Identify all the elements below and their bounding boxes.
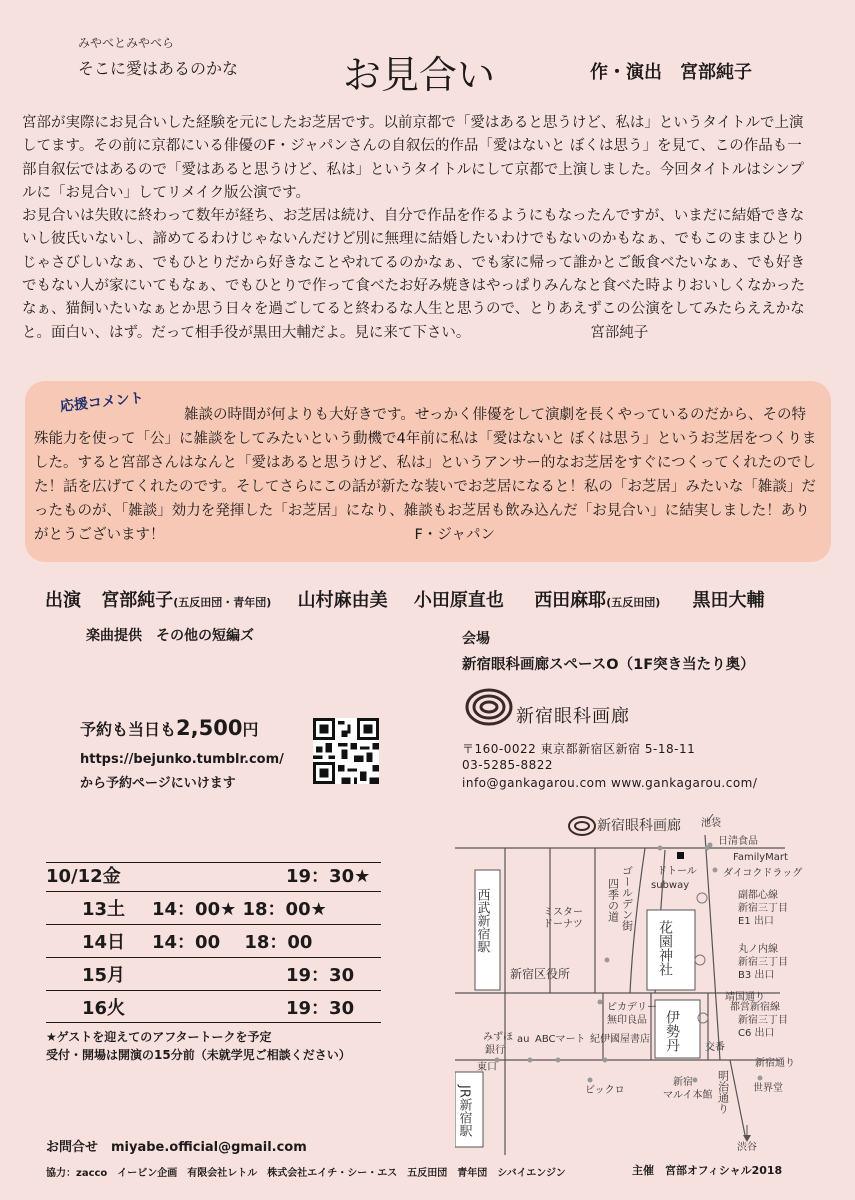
- map-label-sekaido: 世界堂: [753, 1083, 783, 1094]
- map-label-higashiguchi: 東口: [477, 1062, 497, 1073]
- sponsor: 主催 宮部オフィシャル2018: [632, 1164, 783, 1177]
- cast-member: 黒田大輔: [692, 590, 765, 611]
- map-label-fukutoshin: 副都心線: [738, 890, 778, 901]
- schedule-row: [82, 928, 312, 954]
- map-label-marunouchi: 丸ノ内線: [738, 944, 778, 955]
- schedule-row: [82, 895, 327, 921]
- schedule-times: 19：30: [286, 965, 355, 986]
- map-label-mizuho: 銀行: [485, 1045, 505, 1056]
- schedule-divider: [46, 1022, 381, 1023]
- map-label-golden: ゴールデン街: [620, 865, 634, 931]
- gallery-logo-icon: [464, 686, 514, 728]
- cast-row: [45, 586, 765, 612]
- schedule-times: 19：30: [286, 998, 355, 1019]
- cast-member: 宮部純子: [101, 590, 174, 611]
- map-label-nisshin: 日清食品: [718, 836, 758, 847]
- cooperation-credits: 協力：zacco イービン企画 有限会社レトル 株式会社エイチ・シー・エス 五反田団 青年団 シバイエンジン: [46, 1168, 566, 1179]
- booking-url-note: から予約ページにいけます: [80, 776, 236, 791]
- map-label-toei: C6 出口: [738, 1028, 775, 1039]
- price-value: 2,500: [176, 716, 243, 740]
- map-label-seibu: 西武新宿駅: [474, 888, 490, 953]
- map-label-marunouchi: 新宿三丁目: [738, 957, 788, 968]
- schedule-date: 10/12金: [46, 866, 121, 887]
- schedule-times: 14：00★ 18：00★: [152, 899, 327, 920]
- schedule-row: [46, 862, 370, 888]
- price-prefix: 予約も当日も: [80, 720, 177, 739]
- page-title: お見合い: [343, 53, 496, 97]
- map-label-koban: 交番: [705, 1042, 725, 1053]
- schedule-divider: [46, 957, 381, 958]
- map-logo-text: 新宿眼科画廊: [597, 818, 681, 834]
- map-label-muji: 無印良品: [607, 1015, 647, 1026]
- map-label-abc: ABCマート: [535, 1034, 586, 1045]
- map-label-mizuho: みずほ: [483, 1032, 513, 1043]
- map-label-misdo: ミスター: [543, 907, 583, 918]
- venue-label: 会場: [462, 631, 490, 647]
- ticket-price: [80, 716, 258, 740]
- comment-signature: F・ジャパン: [414, 527, 496, 543]
- map-label-au: au: [517, 1034, 530, 1045]
- venue-phone: 03-5285-8822: [462, 758, 554, 772]
- schedule-times: 19：30★: [286, 866, 371, 887]
- map-label-marui: マルイ本館: [663, 1090, 713, 1101]
- map-label-ikebukuro: 池袋: [701, 818, 721, 829]
- open-note: 受付・開場は開演の15分前（未就学児ご相談ください）: [46, 1048, 351, 1062]
- comment-label: 応援コメント: [59, 390, 145, 415]
- map-label-doutor: ドトール: [657, 866, 697, 877]
- map-label-daikoku: ダイコクドラッグ: [723, 868, 803, 879]
- map-label-fukutoshin: 新宿三丁目: [738, 903, 788, 914]
- map-label-marunouchi: B3 出口: [738, 970, 775, 981]
- guest-note: ★ゲストを迎えてのアフタートークを予定: [46, 1030, 272, 1044]
- map-label-toei: 新宿三丁目: [738, 1015, 788, 1026]
- schedule-date: 15月: [82, 965, 126, 986]
- map-label-yasukuni: 靖国通り: [725, 992, 765, 1003]
- subtitle: そこに愛はあるのかな: [78, 59, 239, 78]
- qr-code-icon[interactable]: [313, 718, 379, 784]
- schedule-divider: [46, 891, 381, 892]
- map-label-piccadilly: ピカデリー: [607, 1002, 657, 1013]
- schedule-row: [82, 994, 354, 1020]
- map-label-shibuya: 渋谷: [737, 1142, 757, 1153]
- schedule-divider: [46, 990, 381, 991]
- map-label-marui: 新宿: [673, 1077, 693, 1088]
- map-label-toei: 都営新宿線: [730, 1002, 780, 1013]
- schedule-row: [82, 961, 354, 987]
- map-label-shinjukudori: 新宿通り: [755, 1058, 795, 1069]
- intro-signature: 宮部純子: [590, 324, 649, 341]
- gallery-logo-text: 新宿眼科画廊: [516, 706, 630, 727]
- schedule-date: 16火: [82, 998, 126, 1019]
- map-label-hanazono: 花園神社: [657, 920, 673, 976]
- map-label-isetan: 伊勢丹: [664, 1010, 680, 1052]
- booking-url[interactable]: https://bejunko.tumblr.com/: [80, 752, 284, 767]
- price-suffix: 円: [242, 720, 259, 739]
- cast-member: 西田麻耶: [534, 590, 607, 611]
- comment-text: [34, 403, 820, 547]
- schedule-date: 14日: [82, 932, 126, 953]
- venue-name: 新宿眼科画廊スペースO（1F突き当たり奥）: [462, 657, 755, 673]
- comment-body: 雑談の時間が何よりも大好きです。せっかく俳優をして演劇を長くやっているのだから、その特殊能力を使って「公」に雑談をしてみたいという動機で4年前に私は「愛はないと ぼくは思う」というお芝居をつくりました。すると宮部さんはなんと「愛はあると思うけど、私は」というアンサー的なお芝居をすぐにつくってくれたのでした！話を広げてくれたのです。そしてさらにこの話が新たな装いでお芝居になると！私の「お芝居」みたいな「雑談」だったものが、「雑談」効力を発揮した「お芝居」になり、雑談もお芝居も飲み込んだ「お見合い」に結実しました！ありがとうございます！: [34, 407, 817, 543]
- gallery-marker-icon: [677, 852, 684, 859]
- map-label-shiki: 四季の道: [606, 878, 620, 922]
- map-label-familymart: FamilyMart: [733, 852, 788, 863]
- kana-subtitle: みやべとみやべら: [78, 36, 175, 50]
- intro-paragraph: 宮部が実際にお見合いした経験を元にしたお芝居です。以前京都で「愛はあると思うけど、私は」というタイトルで上演してます。その前に京都にいる俳優のF・ジャパンさんの自叙伝的作品「愛はないと ぼくは思う」を見て、この作品も一部自叙伝ではあるので「愛はあると思うけど、私は」というタイトルにして京都で上演しました。今回タイトルはシンプルに「お見合い」してリメイク版公演です。: [22, 115, 805, 201]
- intro-text: [22, 112, 812, 345]
- contact-email[interactable]: お問合せ miyabe.official@gmail.com: [46, 1140, 307, 1155]
- venue-web: info@gankagarou.com www.gankagarou.com/: [462, 776, 758, 790]
- map-label-jr: JR新宿駅: [456, 1085, 472, 1137]
- credit: 作・演出 宮部純子: [590, 62, 752, 83]
- map-label-misdo: ドーナツ: [543, 919, 583, 930]
- cast-note: (五反田団・青年団): [173, 596, 272, 609]
- cast-label: 出演: [45, 590, 81, 611]
- map-logo-icon: [569, 817, 595, 835]
- cast-member: 山村麻由美: [297, 590, 388, 611]
- venue-address: 〒160-0022 東京都新宿区新宿 5-18-11: [462, 742, 696, 756]
- map-label-bic: ビックロ: [585, 1085, 625, 1096]
- map-label-kuyakusho: 新宿区役所: [510, 967, 571, 981]
- map-label-meiji: 明治通り: [716, 1070, 730, 1114]
- map-label-kinokuniya: 紀伊國屋書店: [590, 1034, 650, 1045]
- schedule-date: 13土: [82, 899, 126, 920]
- intro-paragraph-text: お見合いは失敗に終わって数年が経ち、お芝居は続け、自分で作品を作るようにもなったんですが、いまだに結婚できないし彼氏いないし、諦めてるわけじゃないんだけど別に無理に結婚したいわけでもないのかもなぁ、でもこのままひとりじゃさびしいなぁ、でもひとりだから好きなことやれてるのかなぁ、でも家に帰って誰かとご飯食べたいなぁ、でも好きでもない人が家にいてもなぁ、でもひとりで作って食べたお好み焼きはやっぱりみんなと食べた時よりおいしくなかったなぁ、猫飼いたいなぁとか思う日々を過ごしてると終わるな人生と思うので、とりあえずこの公演をしてみたらええかなと。面白い、はず。だって相手役が黒田大輔だよ。見に来て下さい。: [22, 208, 805, 341]
- music-credit: 楽曲提供 その他の短編ズ: [86, 628, 254, 644]
- schedule-divider: [46, 924, 381, 925]
- intro-paragraph: [22, 205, 812, 345]
- schedule-times: 14：00 18：00: [152, 932, 313, 953]
- map-label-fukutoshin: E1 出口: [738, 916, 774, 927]
- access-map: [455, 810, 835, 1155]
- cast-member: 小田原直也: [413, 590, 504, 611]
- map-label-subway: subway: [651, 880, 690, 891]
- cast-note: (五反田団): [606, 596, 661, 609]
